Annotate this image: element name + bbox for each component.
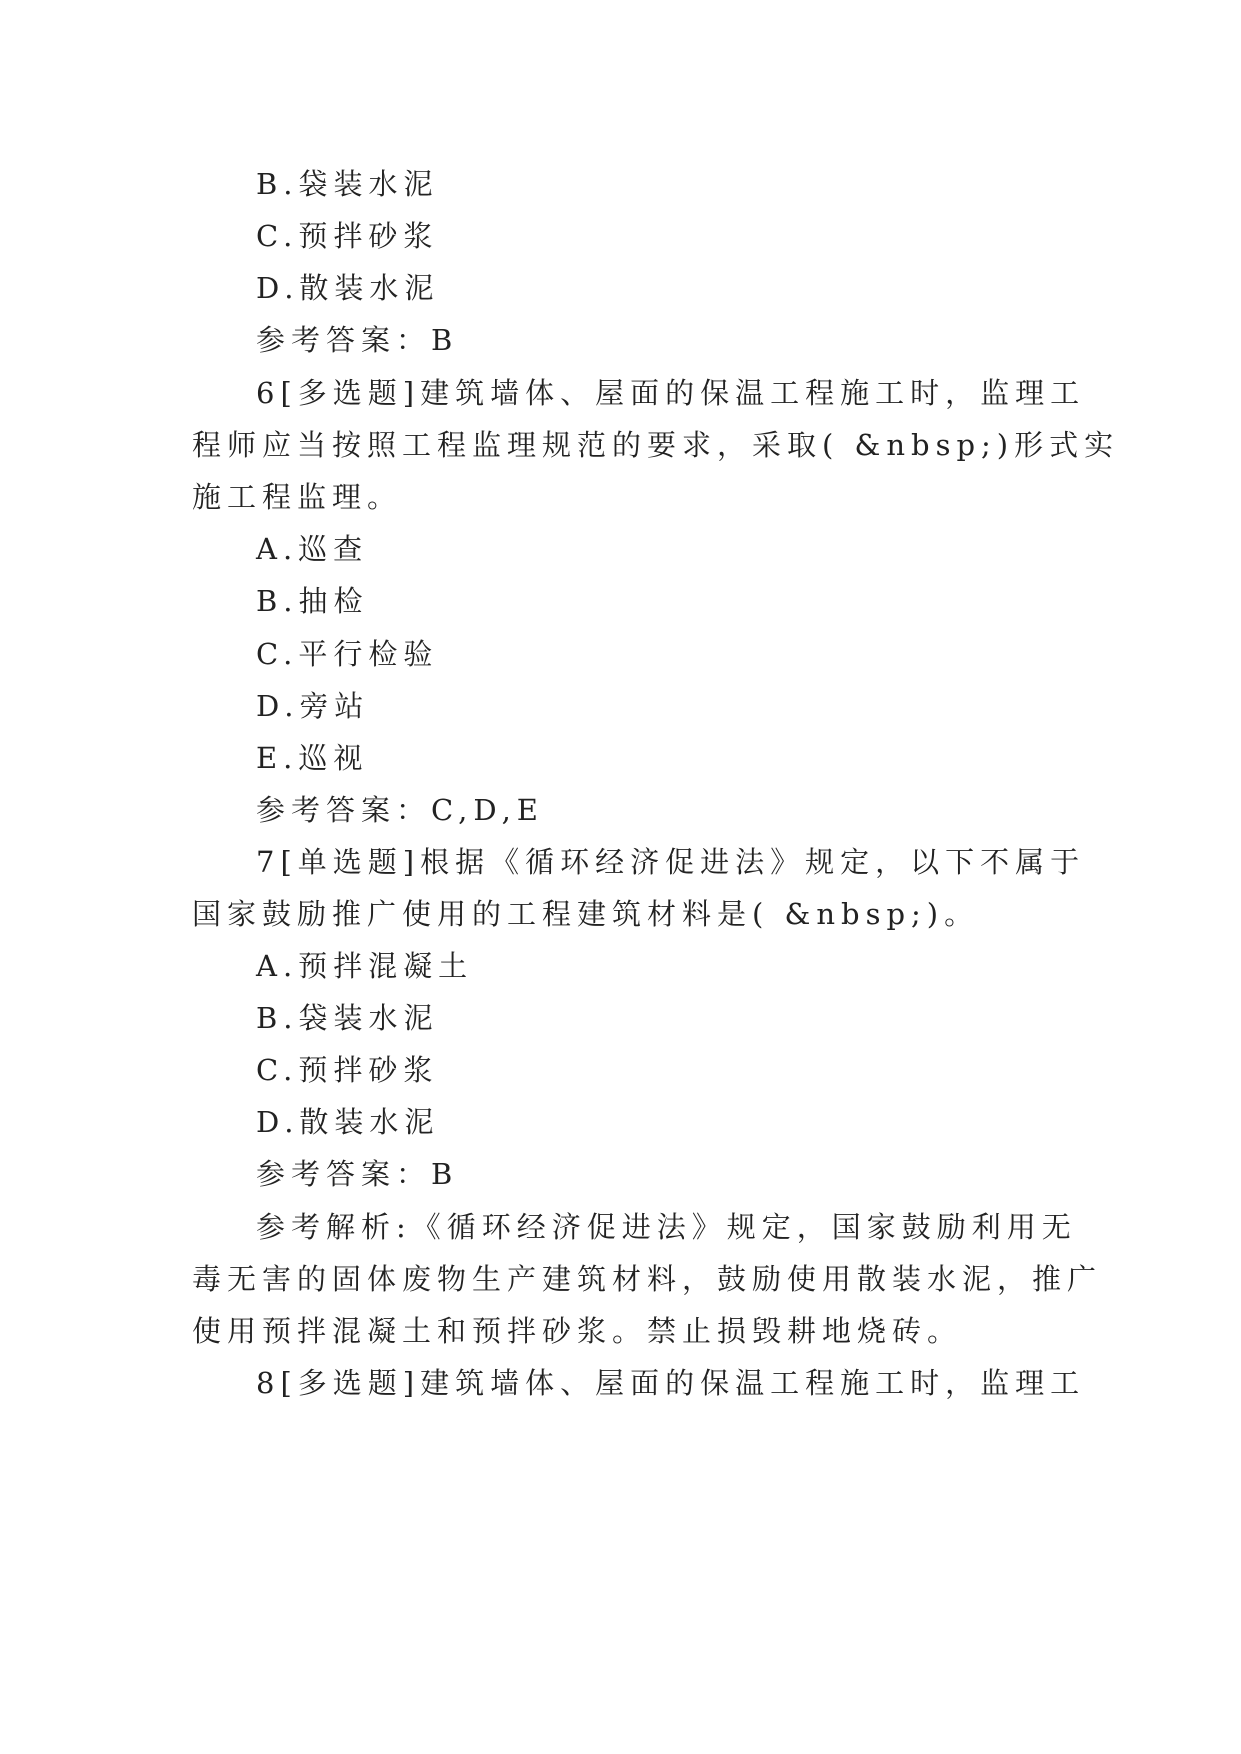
q6-stem-line-2: 程师应当按照工程监理规范的要求，采取( &nbsp;)形式实 bbox=[192, 428, 1120, 462]
q5-option-b: B.袋装水泥 bbox=[256, 167, 439, 201]
q7-answer: 参考答案：B bbox=[256, 1157, 459, 1191]
q6-stem-line-3: 施工程监理。 bbox=[192, 480, 403, 514]
q6-option-d: D.旁站 bbox=[256, 689, 370, 723]
q6-option-a: A.巡查 bbox=[256, 532, 369, 566]
q7-analysis-line-3: 使用预拌混凝土和预拌砂浆。禁止损毁耕地烧砖。 bbox=[192, 1314, 963, 1348]
q6-option-b: B.抽检 bbox=[256, 584, 369, 618]
q7-analysis-line-1: 参考解析:《循环经济促进法》规定，国家鼓励利用无 bbox=[256, 1210, 1077, 1244]
q8-stem-line-1: 8[多选题]建筑墙体、屋面的保温工程施工时，监理工 bbox=[256, 1366, 1086, 1400]
q5-option-d: D.散装水泥 bbox=[256, 271, 440, 305]
q7-option-c: C.预拌砂浆 bbox=[256, 1053, 439, 1087]
q6-option-c: C.平行检验 bbox=[256, 637, 439, 671]
q5-answer: 参考答案：B bbox=[256, 323, 459, 357]
q6-answer: 参考答案：C,D,E bbox=[256, 793, 544, 827]
q7-option-d: D.散装水泥 bbox=[256, 1105, 440, 1139]
q7-analysis-line-2: 毒无害的固体废物生产建筑材料，鼓励使用散装水泥，推广 bbox=[192, 1262, 1103, 1296]
q5-option-c: C.预拌砂浆 bbox=[256, 219, 439, 253]
q7-stem-line-1: 7[单选题]根据《循环经济促进法》规定，以下不属于 bbox=[256, 845, 1086, 879]
q6-stem-line-1: 6[多选题]建筑墙体、屋面的保温工程施工时，监理工 bbox=[256, 376, 1086, 410]
q6-option-e: E.巡视 bbox=[256, 741, 369, 775]
q7-option-a: A.预拌混凝土 bbox=[256, 949, 474, 983]
q7-stem-line-2: 国家鼓励推广使用的工程建筑材料是( &nbsp;)。 bbox=[192, 897, 980, 931]
q7-option-b: B.袋装水泥 bbox=[256, 1001, 439, 1035]
